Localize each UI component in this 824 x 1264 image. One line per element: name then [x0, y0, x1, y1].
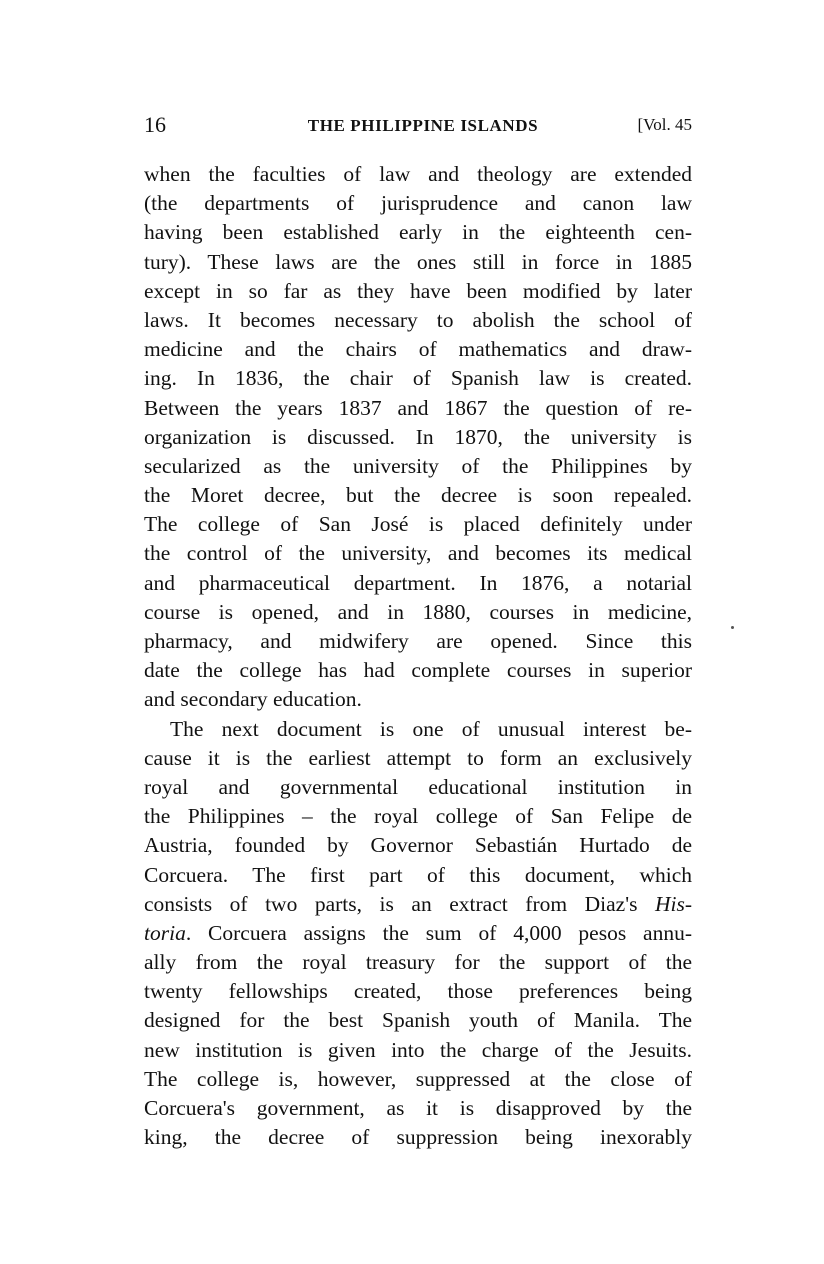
text-line: and pharmaceutical department. In 1876, a notarial	[144, 570, 692, 595]
text-line: cause it is the earliest attempt to form an exclusively	[144, 745, 692, 770]
text-line: pharmacy, and midwifery are opened. Since this	[144, 629, 692, 653]
text-line: new institution is given into the charge of the Jesuits.	[144, 1037, 692, 1062]
text-line: twenty fellowships created, those preferences being	[144, 979, 692, 1004]
running-title: THE PHILIPPINE ISLANDS	[307, 116, 539, 135]
text-line: Corcuera's government, as it is disapproved by the	[144, 1096, 692, 1120]
text-line: the control of the university, and becomes its medical	[144, 541, 692, 566]
text-line: royal and governmental educational institution in	[144, 774, 692, 799]
text-line-with-italic	[144, 890, 692, 919]
text-line: organization is discussed. In 1870, the university is	[144, 424, 692, 449]
text-line: when the faculties of law and theology are extended	[144, 162, 692, 186]
body-text	[144, 160, 692, 1152]
text-line: having been established early in the eighteenth cen-	[144, 220, 692, 245]
italic-word: toria	[144, 920, 186, 945]
text-line: and secondary education.	[144, 687, 362, 712]
text-line: ally from the royal treasury for the support of the	[144, 950, 692, 975]
text-line: tury). These laws are the ones still in force in 1885	[144, 249, 692, 274]
text-line: king, the decree of suppression being inexorably	[144, 1125, 692, 1150]
text-line: laws. It becomes necessary to abolish the school of	[144, 307, 692, 332]
text-line: The college is, however, suppressed at the close of	[144, 1066, 692, 1091]
text-line: The next document is one of unusual interest be-	[170, 716, 692, 741]
text-line: the Philippines – the royal college of San Felipe de	[144, 804, 692, 829]
scan-speck	[731, 626, 734, 629]
text-line: The college of San José is placed definitely under	[144, 512, 692, 537]
text-line-segment: . Corcuera assigns the sum of 4,000 pesos annu-	[185, 920, 692, 945]
text-line: medicine and the chairs of mathematics and draw-	[144, 337, 692, 362]
italic-word: His-	[654, 891, 692, 916]
text-line: Corcuera. The first part of this document, which	[144, 862, 692, 887]
volume-label: [Vol. 45	[637, 115, 692, 134]
text-line: (the departments of jurisprudence and canon law	[144, 191, 692, 216]
text-line: except in so far as they have been modified by later	[144, 278, 692, 303]
text-line: secularized as the university of the Philippines by	[144, 453, 692, 478]
text-line: course is opened, and in 1880, courses in medicine,	[144, 599, 692, 624]
running-head	[144, 112, 692, 142]
text-line-segment: consists of two parts, is an extract from Diaz's	[144, 891, 638, 916]
text-line-with-italic	[144, 919, 692, 948]
page-number: 16	[144, 112, 166, 137]
text-line: date the college has had complete courses in superior	[144, 658, 692, 683]
text-line: Between the years 1837 and 1867 the question of re-	[144, 395, 692, 420]
text-line: Austria, founded by Governor Sebastián Hurtado de	[144, 833, 692, 858]
text-line: the Moret decree, but the decree is soon repealed.	[144, 483, 692, 508]
text-line: designed for the best Spanish youth of Manila. The	[144, 1008, 692, 1033]
text-line: ing. In 1836, the chair of Spanish law is created.	[144, 366, 692, 391]
